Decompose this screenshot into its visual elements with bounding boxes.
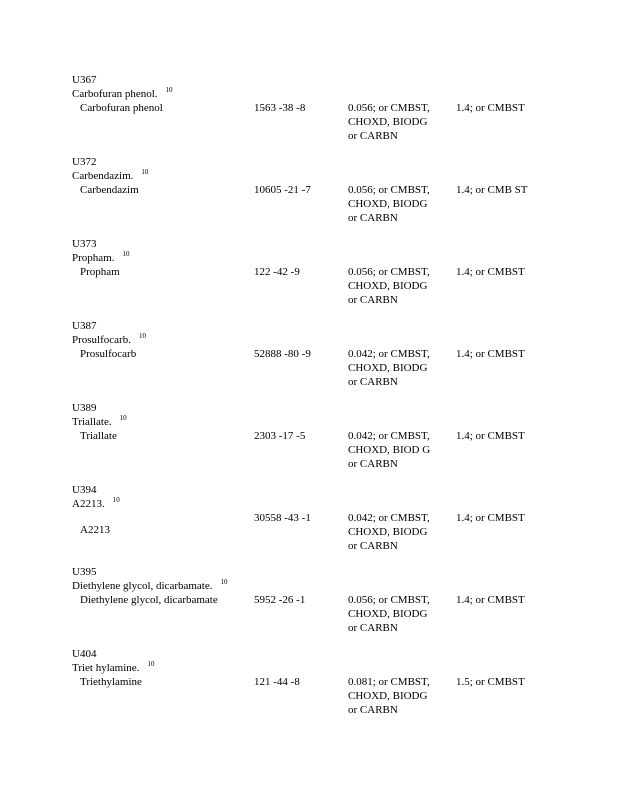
wastewater-standard: 0.081; or CMBST, CHOXD, BIODG or CARBN xyxy=(348,676,430,716)
waste-code: U372 xyxy=(72,156,97,168)
table-row xyxy=(72,565,592,645)
table-row xyxy=(72,73,592,153)
constituent-name: Carbofuran phenol xyxy=(80,102,163,114)
constituent-name: Triallate xyxy=(80,430,117,442)
table-row xyxy=(72,155,592,235)
constituent-name: Propham xyxy=(80,266,120,278)
footnote-marker: 10 xyxy=(165,86,173,94)
waste-name: A2213. $^{10}$ xyxy=(72,496,120,510)
waste-code: U394 xyxy=(72,484,97,496)
waste-name: Prosulfocarb. $^{10}$ xyxy=(72,332,146,346)
cas-number: 121 -44 -8 xyxy=(254,676,300,688)
cas-number: 10605 -21 -7 xyxy=(254,184,311,196)
constituent-name: A2213 xyxy=(80,524,110,536)
table-row xyxy=(72,483,592,563)
waste-code: U387 xyxy=(72,320,97,332)
cas-number: 5952 -26 -1 xyxy=(254,594,306,606)
footnote-marker: 10 xyxy=(147,660,155,668)
waste-code: U404 xyxy=(72,648,97,660)
wastewater-standard: 0.056; or CMBST, CHOXD, BIODG or CARBN xyxy=(348,102,430,142)
nonwastewater-standard: 1.4; or CMBST xyxy=(456,512,525,524)
wastewater-standard: 0.042; or CMBST, CHOXD, BIODG or CARBN xyxy=(348,348,430,388)
constituent-name: Triethylamine xyxy=(80,676,142,688)
constituent-name: Carbendazim xyxy=(80,184,139,196)
waste-name: Propham. $^{10}$ xyxy=(72,250,130,264)
waste-code: U367 xyxy=(72,74,97,86)
wastewater-standard: 0.042; or CMBST, CHOXD, BIODG or CARBN xyxy=(348,512,430,552)
waste-code: U373 xyxy=(72,238,97,250)
cas-number: 2303 -17 -5 xyxy=(254,430,306,442)
footnote-marker: 10 xyxy=(138,332,146,340)
waste-code: U389 xyxy=(72,402,97,414)
footnote-marker: 10 xyxy=(112,496,120,504)
table-row xyxy=(72,319,592,399)
constituent-name: Diethylene glycol, dicarbamate xyxy=(80,594,218,606)
nonwastewater-standard: 1.4; or CMB ST xyxy=(456,184,528,196)
waste-name: Carbendazim. $^{10}$ xyxy=(72,168,149,182)
constituent-name: Prosulfocarb xyxy=(80,348,137,360)
wastewater-standard: 0.056; or CMBST, CHOXD, BIODG or CARBN xyxy=(348,184,430,224)
table-row xyxy=(72,647,592,727)
nonwastewater-standard: 1.4; or CMBST xyxy=(456,348,525,360)
nonwastewater-standard: 1.5; or CMBST xyxy=(456,676,525,688)
waste-name: Carbofuran phenol. $^{10}$ xyxy=(72,86,173,100)
cas-number: 1563 -38 -8 xyxy=(254,102,306,114)
nonwastewater-standard: 1.4; or CMBST xyxy=(456,266,525,278)
footnote-marker: 10 xyxy=(220,578,228,586)
footnote-marker: 10 xyxy=(122,250,130,258)
cas-number: 52888 -80 -9 xyxy=(254,348,311,360)
table-row xyxy=(72,401,592,481)
nonwastewater-standard: 1.4; or CMBST xyxy=(456,430,525,442)
waste-name: Diethylene glycol, dicarbamate. $^{10}$ xyxy=(72,578,228,592)
nonwastewater-standard: 1.4; or CMBST xyxy=(456,594,525,606)
waste-name: Triallate. $^{10}$ xyxy=(72,414,127,428)
nonwastewater-standard: 1.4; or CMBST xyxy=(456,102,525,114)
wastewater-standard: 0.056; or CMBST, CHOXD, BIODG or CARBN xyxy=(348,594,430,634)
table-row xyxy=(72,237,592,317)
footnote-marker: 10 xyxy=(141,168,149,176)
waste-code: U395 xyxy=(72,566,97,578)
wastewater-standard: 0.056; or CMBST, CHOXD, BIODG or CARBN xyxy=(348,266,430,306)
wastewater-standard: 0.042; or CMBST, CHOXD, BIOD G or CARBN xyxy=(348,430,431,470)
cas-number: 30558 -43 -1 xyxy=(254,512,311,524)
footnote-marker: 10 xyxy=(119,414,127,422)
cas-number: 122 -42 -9 xyxy=(254,266,300,278)
waste-name: Triet hylamine. $^{10}$ xyxy=(72,660,155,674)
